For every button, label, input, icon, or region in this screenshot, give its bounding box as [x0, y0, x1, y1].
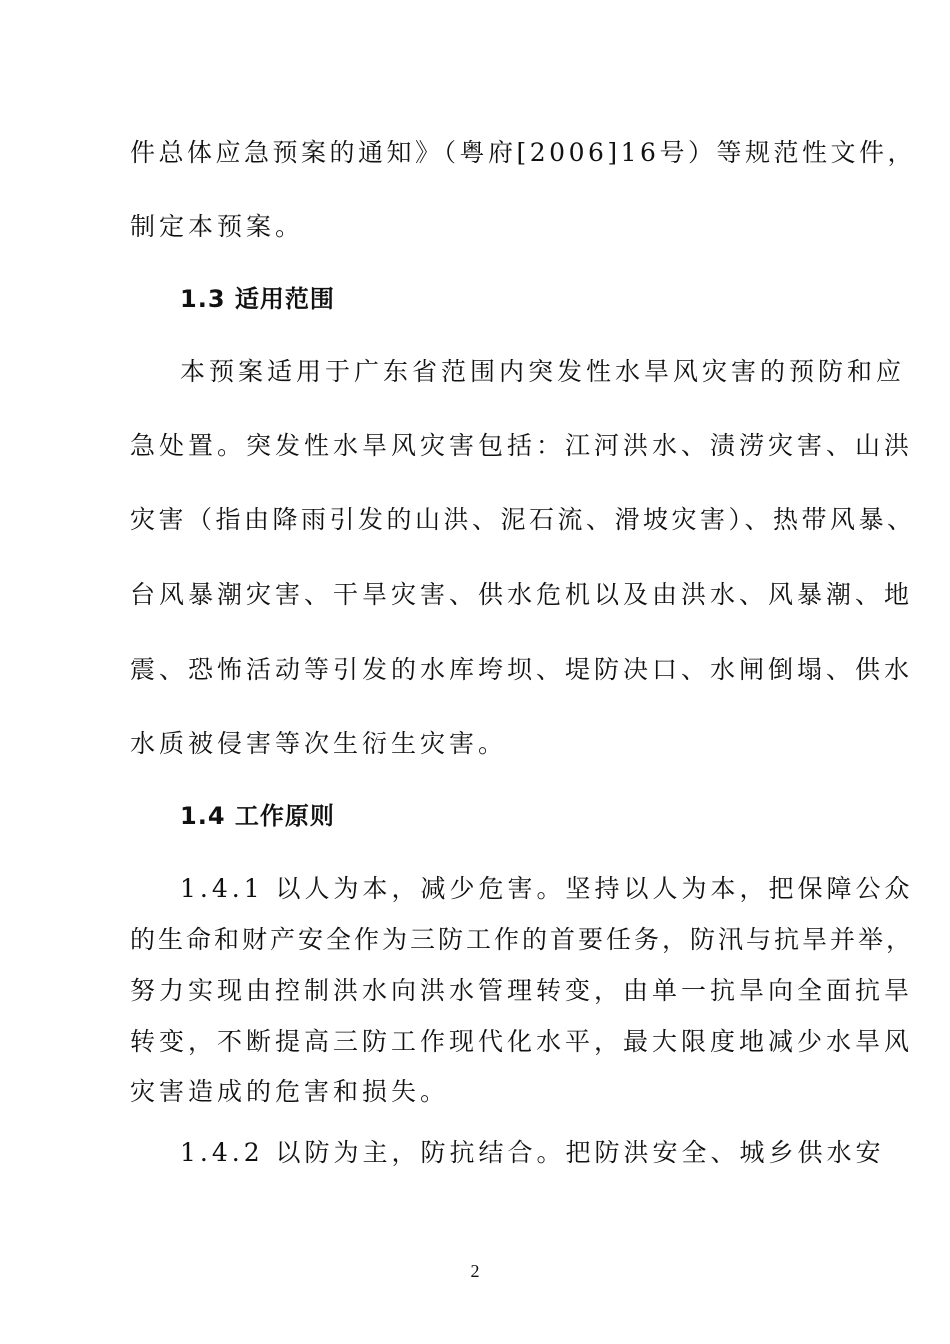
paragraph-line: 本预案适用于广东省范围内突发性水旱风灾害的预防和应 — [180, 357, 906, 386]
paragraph-line: 急处置。突发性水旱风灾害包括：江河洪水、渍涝灾害、山洪 — [130, 431, 914, 460]
paragraph-line: 震、恐怖活动等引发的水库垮坝、堤防决口、水闸倒塌、供水 — [130, 655, 914, 684]
paragraph-line: 转变，不断提高三防工作现代化水平，最大限度地减少水旱风 — [130, 1027, 914, 1056]
section-heading-1-4: 1.4 工作原则 — [180, 802, 335, 830]
paragraph-line: 件总体应急预案的通知》（粤府[2006]16号）等规范性文件， — [130, 138, 916, 167]
paragraph-line: 台风暴潮灾害、干旱灾害、供水危机以及由洪水、风暴潮、地 — [130, 580, 914, 609]
paragraph-line: 灾害造成的危害和损失。 — [130, 1077, 450, 1106]
paragraph-line: 灾害（指由降雨引发的山洪、泥石流、滑坡灾害）、热带风暴、 — [130, 505, 916, 534]
paragraph-line: 的生命和财产安全作为三防工作的首要任务，防汛与抗旱并举， — [130, 925, 915, 954]
page-number: 2 — [470, 1261, 480, 1281]
paragraph-line: 努力实现由控制洪水向洪水管理转变，由单一抗旱向全面抗旱 — [130, 976, 914, 1005]
section-heading-1-3: 1.3 适用范围 — [180, 285, 335, 313]
paragraph-line: 水质被侵害等次生衍生灾害。 — [130, 729, 508, 758]
paragraph-line: 1.4.2 以防为主，防抗结合。把防洪安全、城乡供水安 — [180, 1138, 885, 1167]
paragraph-line: 制定本预案。 — [130, 212, 305, 241]
paragraph-line: 1.4.1 以人为本，减少危害。坚持以人为本，把保障公众 — [180, 874, 914, 903]
